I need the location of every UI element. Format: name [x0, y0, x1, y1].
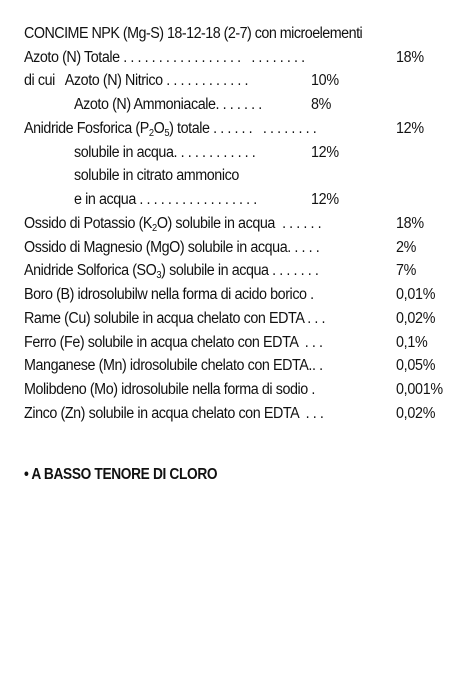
row-iron-label: Ferro (Fe) solubile in acqua chelato con EDTA . . . [24, 334, 323, 351]
product-title: CONCIME NPK (Mg-S) 18-12-18 (2-7) con microelementi [24, 25, 363, 42]
row-citrate-soluble-label: solubile in citrato ammonico [74, 167, 239, 184]
row-water-soluble-label: solubile in acqua. . . . . . . . . . . . [74, 144, 256, 161]
row-sulphuric-anhydride-value: 7% [396, 262, 417, 279]
row-phosphoric-anhydride-value: 12% [396, 120, 424, 137]
row-molybdenum-value: 0,001% [396, 381, 443, 398]
low-chlorine-note: • A BASSO TENORE DI CLORO [24, 466, 218, 483]
row-sulphuric-anhydride-label: Anidride Solforica $(SO_3)$ solubile in acqua . . . . . . . [24, 262, 319, 281]
row-boron-value: 0,01% [396, 286, 436, 303]
row-manganese-label: Manganese (Mn) idrosolubile chelato con EDTA.. . [24, 357, 323, 374]
row-ammoniacal-nitrogen-label: Azoto (N) Ammoniacale. . . . . . . [74, 96, 262, 113]
row-iron-value: 0,1% [396, 334, 428, 351]
row-phosphoric-anhydride-label: Anidride Fosforica $(P_2O_5)$ totale . . . . . . . . . . . . . . [24, 120, 317, 139]
row-potassium-oxide-label: Ossido di Potassio $(K_2O)$ solubile in acqua . . . . . . [24, 215, 322, 234]
row-potassium-oxide-value: 18% [396, 215, 424, 232]
row-magnesium-oxide-value: 2% [396, 239, 417, 256]
row-citrate-and-water-value: 12% [311, 191, 339, 208]
row-nitric-nitrogen-label: di cui Azoto (N) Nitrico . . . . . . . . . . . . [24, 72, 249, 89]
row-total-nitrogen-label: Azoto (N) Totale . . . . . . . . . . . . . . . . . . . . . . . . . [24, 49, 305, 66]
row-citrate-and-water-label: e in acqua . . . . . . . . . . . . . . . . . [74, 191, 257, 208]
row-copper-label: Rame (Cu) solubile in acqua chelato con EDTA . . . [24, 310, 326, 327]
row-boron-label: Boro (B) idrosolubilw nella forma di acido borico . [24, 286, 314, 303]
row-nitric-nitrogen-value: 10% [311, 72, 339, 89]
row-ammoniacal-nitrogen-value: 8% [311, 96, 332, 113]
row-copper-value: 0,02% [396, 310, 436, 327]
row-zinc-value: 0,02% [396, 405, 436, 422]
row-molybdenum-label: Molibdeno (Mo) idrosolubile nella forma di sodio . [24, 381, 315, 398]
row-magnesium-oxide-label: Ossido di Magnesio (MgO) solubile in acqua. . . . . [24, 239, 320, 256]
row-manganese-value: 0,05% [396, 357, 436, 374]
row-zinc-label: Zinco (Zn) solubile in acqua chelato con EDTA . . . [24, 405, 324, 422]
row-total-nitrogen-value: 18% [396, 49, 424, 66]
row-water-soluble-value: 12% [311, 144, 339, 161]
